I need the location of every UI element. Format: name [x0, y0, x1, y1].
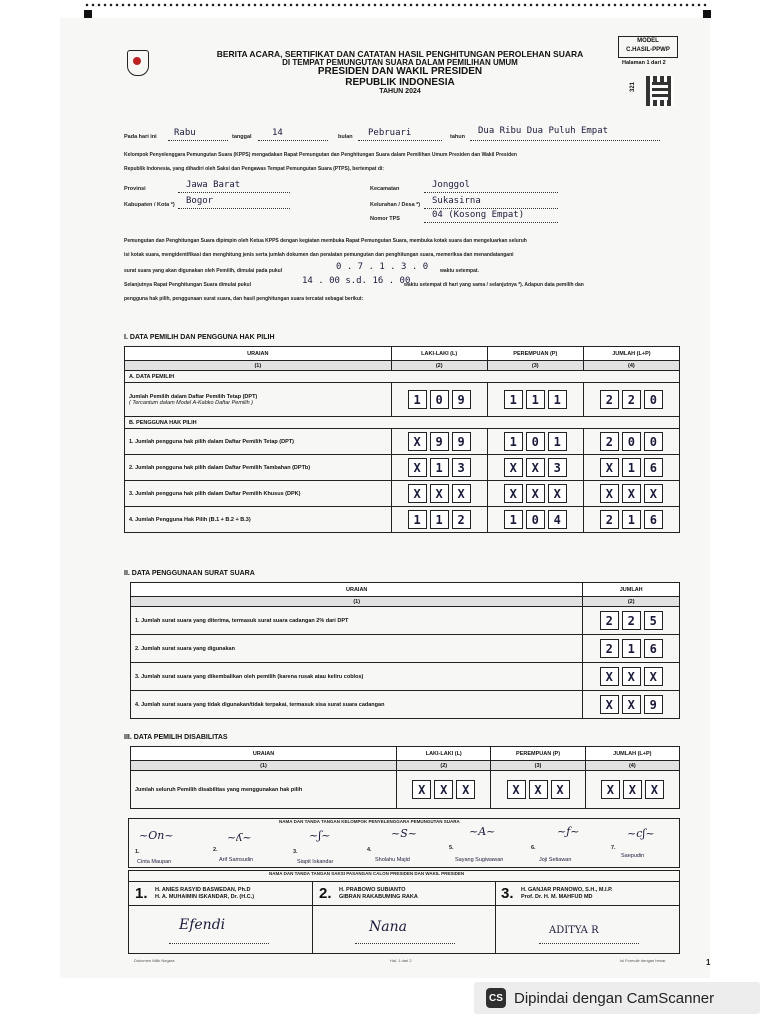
- digit-box: X: [600, 458, 619, 477]
- header-line: TAHUN 2024: [379, 88, 421, 96]
- digit-box: 1: [548, 390, 567, 409]
- paslon-names: [521, 887, 613, 901]
- row-label: Jumlah seluruh Pemilih disabilitas yang menggunakan hak pilih: [131, 771, 397, 809]
- signature-mark: ~ʎ~: [227, 831, 252, 844]
- col-number: (1): [131, 597, 583, 607]
- digit-box: 6: [644, 510, 663, 529]
- digit-box: 2: [622, 390, 641, 409]
- digit-box: 0: [644, 432, 663, 451]
- digit-boxes: [396, 390, 483, 409]
- digit-box: 1: [504, 390, 523, 409]
- table-row: [125, 507, 680, 533]
- fill-line: [358, 140, 442, 141]
- digit-box: 6: [644, 458, 663, 477]
- table-row: [125, 481, 680, 507]
- digit-box: 6: [644, 639, 663, 658]
- paslon-number: 1.: [135, 885, 148, 902]
- digit-box: 3: [548, 458, 567, 477]
- digit-box: X: [551, 780, 570, 799]
- body-text: Pemungutan dan Penghitungan Suara dipimpin oleh Ketua KPPS dengan kegiatan membuka Rapat Pemungutan Suara, membuka kotak suara dan mengeluarkan seluruh: [124, 238, 527, 244]
- label: tanggal: [232, 134, 252, 140]
- kpps-number: 7.: [611, 845, 616, 851]
- digit-box: 2: [452, 510, 471, 529]
- col-header: JUMLAH (L+P): [585, 747, 679, 761]
- digit-box: X: [601, 780, 620, 799]
- digit-box: X: [600, 484, 619, 503]
- header-line: PRESIDEN DAN WAKIL PRESIDEN: [317, 66, 483, 78]
- digit-box: 2: [600, 432, 619, 451]
- registration-mark: [84, 10, 92, 18]
- label: Kabupaten / Kota *): [124, 202, 175, 208]
- digit-box: 0: [644, 390, 663, 409]
- digit-box: X: [548, 484, 567, 503]
- digit-box: X: [529, 780, 548, 799]
- paslon-name: GIBRAN RAKABUMING RAKA: [339, 894, 418, 900]
- kpps-number: 2.: [213, 847, 218, 853]
- fill-line: [178, 208, 290, 209]
- digit-box: 0: [622, 432, 641, 451]
- intro-text: Kelompok Penyelenggara Pemungutan Suara (KPPS) mengadakan Rapat Pemungutan dan Penghitungan Suara dalam Pemilihan Umum Presiden dan Wakil Presiden: [124, 152, 517, 158]
- footer-text: Dokumen Milik Negara: [134, 958, 175, 963]
- paslon-names: [339, 887, 418, 901]
- page-number: 1: [706, 958, 711, 967]
- kpps-number: 3.: [293, 849, 298, 855]
- subsection-title: A. DATA PEMILIH: [125, 371, 680, 383]
- row-label: 3. Jumlah pengguna hak pilih dalam Daftar Pemilih Khusus (DPK): [125, 481, 392, 507]
- digit-box: X: [622, 667, 641, 686]
- digit-box: 1: [504, 510, 523, 529]
- registration-mark: [703, 10, 711, 18]
- fill-line: [168, 140, 228, 141]
- saksi-signature: ADITYA R: [549, 925, 599, 936]
- form-header: [200, 50, 600, 96]
- kpps-number: 5.: [449, 845, 454, 851]
- digit-box: 1: [408, 510, 427, 529]
- page-info: Halaman 1 dari 2: [622, 60, 666, 66]
- paslon-number: 2.: [319, 885, 332, 902]
- col-header: LAKI-LAKI (L): [397, 747, 491, 761]
- tahun-value: Dua Ribu Dua Puluh Empat: [478, 126, 609, 136]
- digit-box: 3: [452, 458, 471, 477]
- digit-box: X: [504, 458, 523, 477]
- kecamatan-value: Jonggol: [432, 180, 470, 190]
- col-header: PEREMPUAN (P): [491, 747, 585, 761]
- label: Nomor TPS: [370, 216, 400, 222]
- value-cell: [391, 383, 487, 417]
- row-label: [125, 383, 392, 417]
- col-number: (1): [131, 761, 397, 771]
- fill-line: [424, 192, 558, 193]
- model-code: C.HASIL-PPWP: [626, 47, 670, 53]
- col-header: PEREMPUAN (P): [487, 347, 583, 361]
- label: tahun: [450, 134, 465, 140]
- section3-table: [130, 746, 680, 809]
- digit-box: X: [622, 484, 641, 503]
- table-row: [131, 663, 680, 691]
- fill-line: [258, 140, 328, 141]
- row-label-sub: ( Tercantum dalam Model A-Kabko Daftar Pemilih ): [129, 399, 254, 406]
- digit-box: 1: [504, 432, 523, 451]
- digit-box: X: [408, 432, 427, 451]
- table-row: [125, 455, 680, 481]
- table-row: [125, 429, 680, 455]
- digit-box: 2: [600, 390, 619, 409]
- digit-box: 1: [548, 432, 567, 451]
- saksi-signature-box: [128, 870, 680, 954]
- paslon-names: [155, 887, 254, 901]
- paslon-name: H. A. MUHAIMIN ISKANDAR, Dr. (H.C.): [155, 894, 255, 900]
- hari-value: Rabu: [174, 128, 196, 138]
- kpps-name: Cinta Maupan: [137, 859, 172, 865]
- kpps-name: Joji Setiawan: [539, 857, 572, 863]
- kelurahan-value: Sukasirna: [432, 196, 481, 206]
- saksi-signature: Nana: [369, 919, 407, 935]
- row-label: 3. Jumlah surat suara yang dikembalikan oleh pemilih (karena rusak atau keliru coblos): [131, 663, 583, 691]
- row-label: 2. Jumlah surat suara yang digunakan: [131, 635, 583, 663]
- digit-box: 1: [430, 458, 449, 477]
- digit-box: X: [526, 484, 545, 503]
- section-title: II. DATA PENGGUNAAN SURAT SUARA: [124, 570, 255, 577]
- footer-text: Isi Formulir dengan benar: [620, 958, 666, 963]
- saksi-signature: Efendi: [179, 917, 226, 933]
- section2-table: [130, 582, 680, 719]
- col-number: (2): [397, 761, 491, 771]
- signature-mark: ~On~: [139, 829, 174, 842]
- col-header: JUMLAH: [583, 583, 680, 597]
- count-time-value: 14 . 00 s.d. 16 . 00: [302, 276, 411, 286]
- digit-box: 9: [452, 432, 471, 451]
- col-header: URAIAN: [125, 347, 392, 361]
- kpps-name: Arif Samsudin: [219, 857, 254, 863]
- kpps-name: Sholahu Majid: [375, 857, 410, 863]
- digit-box: X: [526, 458, 545, 477]
- digit-box: X: [412, 780, 431, 799]
- paslon-number: 3.: [501, 885, 514, 902]
- kpps-signature-box: [128, 818, 680, 868]
- divider: [129, 881, 679, 882]
- table-row: [131, 771, 680, 809]
- label: Kecamatan: [370, 186, 400, 192]
- digit-box: X: [623, 780, 642, 799]
- signature-mark: ~ʃ~: [309, 829, 331, 842]
- fill-line: [178, 192, 290, 193]
- tanggal-value: 14: [272, 128, 283, 138]
- digit-box: 2: [600, 611, 619, 630]
- digit-box: 9: [430, 432, 449, 451]
- digit-box: 1: [526, 390, 545, 409]
- digit-box: 5: [644, 611, 663, 630]
- paslon-name: H. GANJAR PRANOWO, S.H., M.I.P.: [521, 887, 613, 893]
- row-label: 1. Jumlah surat suara yang diterima, termasuk surat suara cadangan 2% dari DPT: [131, 607, 583, 635]
- digit-box: 1: [430, 510, 449, 529]
- digit-box: X: [644, 667, 663, 686]
- row-label: 2. Jumlah pengguna hak pilih dalam Daftar Pemilih Tambahan (DPTb): [125, 455, 392, 481]
- label: bulan: [338, 134, 353, 140]
- value-cell: [583, 383, 679, 417]
- bulan-value: Pebruari: [368, 128, 412, 138]
- fill-line: [355, 943, 455, 944]
- body-text: pengguna hak pilih, penggunaan surat suara, dan hasil penghitungan suara tercatat sebagai berikut:: [124, 296, 364, 302]
- kabupaten-value: Bogor: [186, 196, 214, 206]
- digit-box: X: [622, 695, 641, 714]
- fill-line: [169, 943, 269, 944]
- section-title: III. DATA PEMILIH DISABILITAS: [124, 734, 228, 741]
- kpps-number: 1.: [135, 849, 140, 855]
- body-text: waktu setempat.: [440, 268, 479, 274]
- col-number: (4): [585, 761, 679, 771]
- digit-box: X: [507, 780, 526, 799]
- digit-box: X: [452, 484, 471, 503]
- camscanner-watermark: [474, 982, 760, 1014]
- col-number: (2): [391, 361, 487, 371]
- digit-box: 1: [622, 458, 641, 477]
- signature-mark: ~cʃ~: [627, 827, 655, 840]
- kpu-logo-icon: [127, 50, 149, 76]
- col-header: URAIAN: [131, 583, 583, 597]
- digit-box: X: [600, 695, 619, 714]
- digit-box: X: [430, 484, 449, 503]
- digit-box: X: [408, 458, 427, 477]
- fill-line: [470, 140, 660, 141]
- row-label: 1. Jumlah pengguna hak pilih dalam Daftar Pemilih Tetap (DPT): [125, 429, 392, 455]
- table-row: [131, 607, 680, 635]
- digit-box: 1: [408, 390, 427, 409]
- section1-table: [124, 346, 680, 533]
- digit-box: X: [434, 780, 453, 799]
- body-text: surat suara yang akan digunakan oleh Pemilih, dimulai pada pukul: [124, 268, 283, 274]
- divider: [312, 881, 313, 953]
- header-line: DI TEMPAT PEMUNGUTAN SUARA DALAM PEMILIHAN UMUM: [282, 57, 518, 67]
- watermark-text: Dipindai dengan CamScanner: [514, 989, 715, 1007]
- body-text: isi kotak suara, mengidentifikasi dan menghitung jenis serta jumlah dokumen dan peralatan pemungutan dan penghitungan suara, memeriksa dan menandatangani: [124, 252, 514, 258]
- label: Pada hari ini: [124, 134, 157, 140]
- digit-box: 0: [526, 510, 545, 529]
- subsection-title: B. PENGGUNA HAK PILIH: [125, 417, 680, 429]
- signature-box-title: NAMA DAN TANDA TANGAN SAKSI PASANGAN CALON PRESIDEN DAN WAKIL PRESIDEN: [269, 871, 465, 876]
- digit-box: X: [504, 484, 523, 503]
- label: Provinsi: [124, 186, 146, 192]
- col-header: URAIAN: [131, 747, 397, 761]
- digit-box: X: [456, 780, 475, 799]
- label: Kelurahan / Desa *): [370, 202, 421, 208]
- col-number: (3): [487, 361, 583, 371]
- digit-box: 0: [430, 390, 449, 409]
- paslon-name: H. ANIES RASYID BASWEDAN, Ph.D: [155, 887, 251, 893]
- row-label: 4. Jumlah Pengguna Hak Pilih (B.1 + B.2 + B.3): [125, 507, 392, 533]
- digit-boxes: [492, 390, 579, 409]
- qr-code-icon: [646, 76, 674, 106]
- side-code: 321: [630, 81, 637, 93]
- kpps-name: Saepudin: [621, 853, 645, 859]
- body-text: waktu setempat di hari yang sama / selanjutnya *). Adapun data pemilih dan: [404, 282, 584, 288]
- tps-value: 04 (Kosong Empat): [432, 210, 525, 220]
- signature-mark: ~S~: [391, 827, 417, 840]
- table-row: [131, 635, 680, 663]
- digit-box: X: [645, 780, 664, 799]
- footer-text: Hal. 1 dari 2: [390, 958, 412, 963]
- digit-box: 2: [600, 639, 619, 658]
- signature-mark: ~A~: [469, 825, 496, 838]
- kpps-number: 4.: [367, 847, 372, 853]
- start-time-value: 0 . 7 . 1 . 3 . 0: [336, 262, 429, 272]
- table-row: [131, 691, 680, 719]
- row-label-text: Jumlah Pemilih dalam Daftar Pemilih Tetap (DPT): [129, 393, 258, 400]
- digit-box: 9: [452, 390, 471, 409]
- col-header: LAKI-LAKI (L): [391, 347, 487, 361]
- header-line: REPUBLIK INDONESIA: [345, 76, 455, 88]
- body-text: Selanjutnya Rapat Penghitungan Suara dimulai pukul: [124, 282, 251, 288]
- digit-box: X: [600, 667, 619, 686]
- scan-border-dots: [84, 2, 708, 16]
- signature-box-title: NAMA DAN TANDA TANGAN KELOMPOK PENYELENGGARA PEMUNGUTAN SUARA: [279, 819, 460, 824]
- digit-box: 1: [622, 510, 641, 529]
- col-number: (1): [125, 361, 392, 371]
- paslon-name: H. PRABOWO SUBIANTO: [339, 887, 406, 893]
- kpps-name: Siapit Iskandar: [297, 859, 334, 865]
- kpps-name: Sayang Sugiwawan: [455, 857, 504, 863]
- fill-line: [424, 208, 558, 209]
- signature-mark: ~ƒ~: [557, 825, 580, 838]
- col-number: (2): [583, 597, 680, 607]
- digit-box: 4: [548, 510, 567, 529]
- paslon-name: Prof. Dr. H. M. MAHFUD MD: [521, 894, 593, 900]
- provinsi-value: Jawa Barat: [186, 180, 241, 190]
- digit-box: 1: [622, 639, 641, 658]
- col-number: (3): [491, 761, 585, 771]
- digit-box: X: [408, 484, 427, 503]
- row-label: 4. Jumlah surat suara yang tidak digunakan/tidak terpakai, termasuk sisa surat suara cadangan: [131, 691, 583, 719]
- digit-boxes: [588, 390, 675, 409]
- digit-box: 0: [526, 432, 545, 451]
- digit-box: 2: [600, 510, 619, 529]
- fill-line: [539, 943, 639, 944]
- digit-box: 9: [644, 695, 663, 714]
- kpps-number: 6.: [531, 845, 536, 851]
- digit-box: 2: [622, 611, 641, 630]
- section-title: I. DATA PEMILIH DAN PENGGUNA HAK PILIH: [124, 334, 275, 341]
- fill-line: [424, 222, 558, 223]
- value-cell: [487, 383, 583, 417]
- camscanner-icon: CS: [486, 988, 506, 1008]
- digit-box: X: [644, 484, 663, 503]
- intro-text: Republik Indonesia, yang dihadiri oleh Saksi dan Pengawas Tempat Pemungutan Suara (PTPS), bertempat di:: [124, 166, 384, 172]
- col-number: (4): [583, 361, 679, 371]
- divider: [495, 881, 496, 953]
- model-label: MODEL: [637, 38, 659, 44]
- divider: [129, 905, 679, 906]
- col-header: JUMLAH (L+P): [583, 347, 679, 361]
- header-line: BERITA ACARA, SERTIFIKAT DAN CATATAN HASIL PENGHITUNGAN PEROLEHAN SUARA: [216, 49, 584, 59]
- model-box: [618, 36, 678, 58]
